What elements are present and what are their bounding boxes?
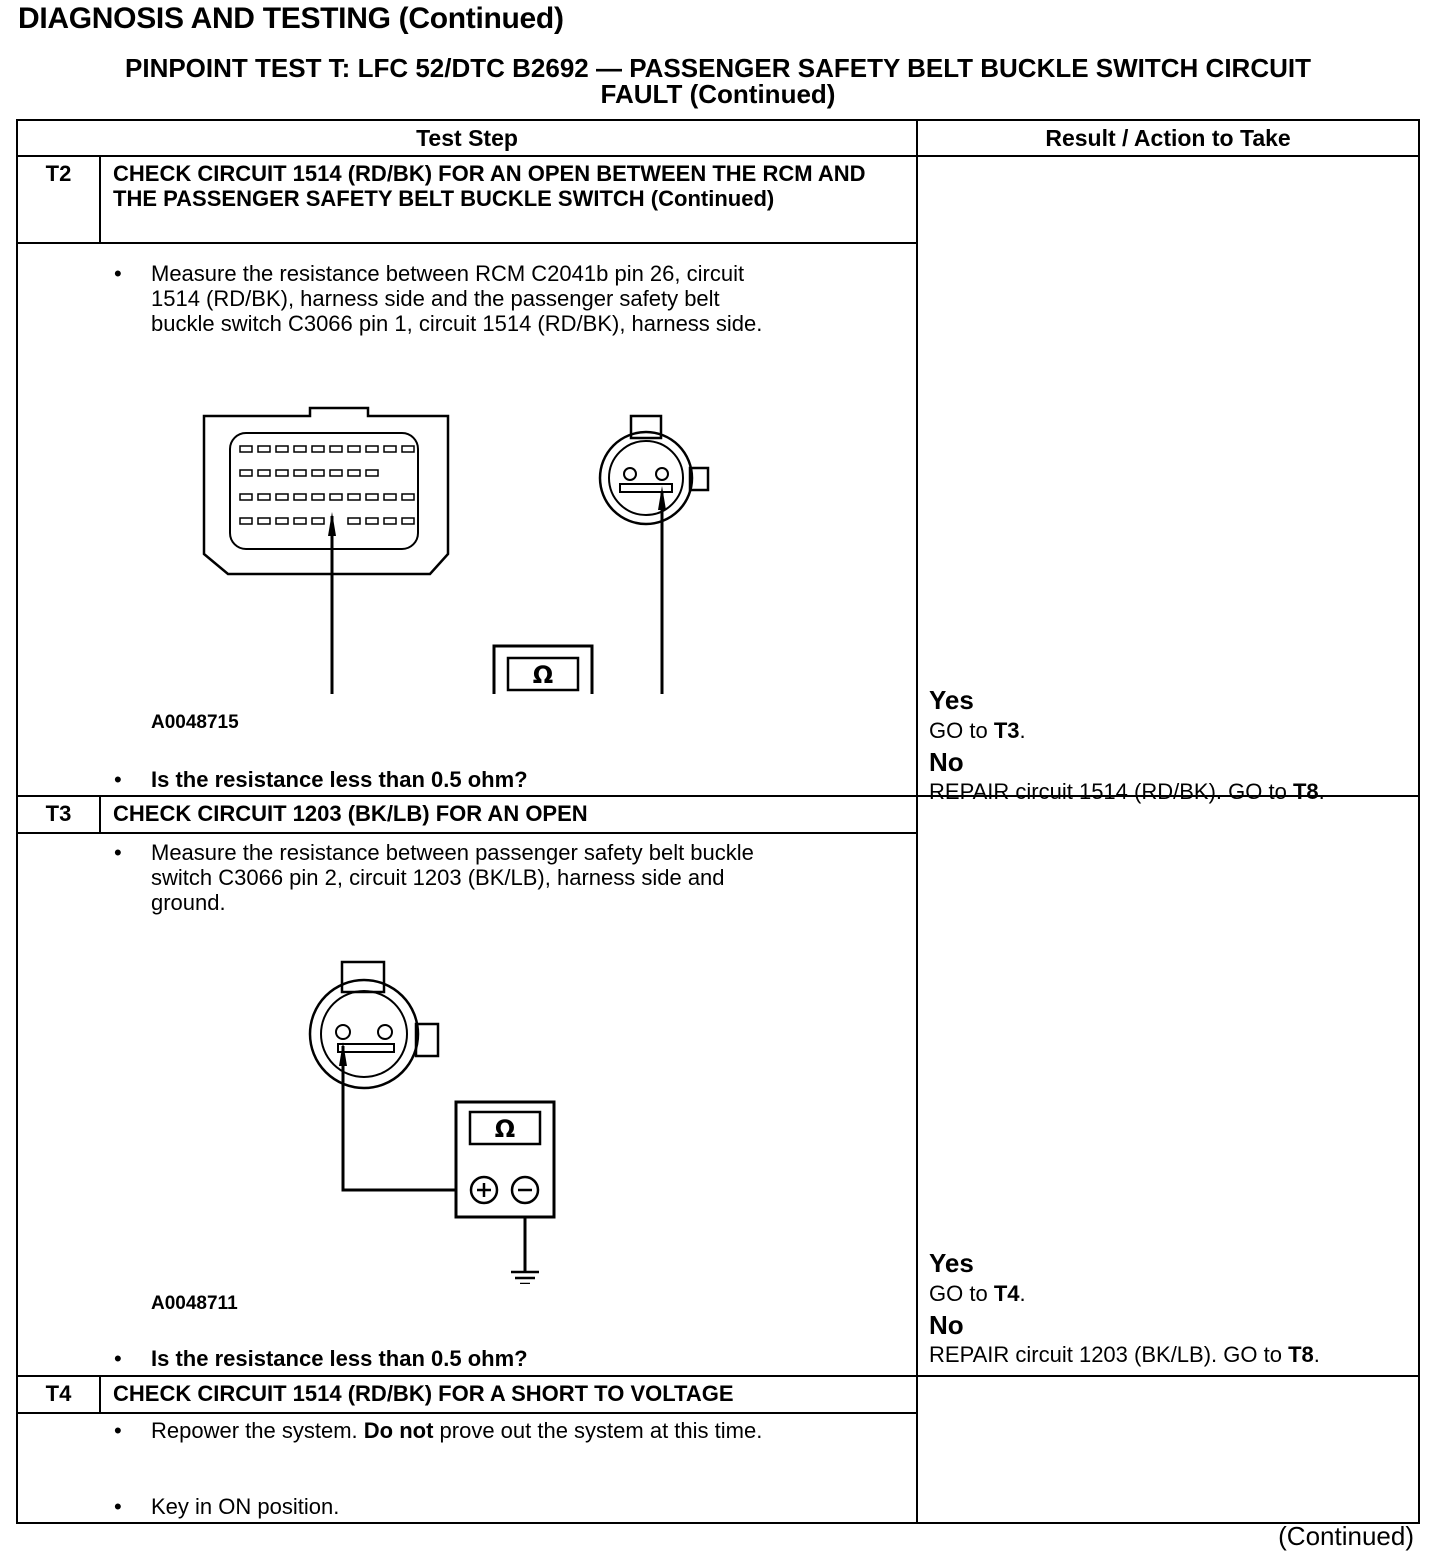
step-content-t4 — [17, 1413, 917, 1523]
pin-cavity — [276, 446, 288, 452]
bullet: • — [114, 1418, 122, 1443]
pin-cavity — [294, 494, 306, 500]
ohmmeter — [494, 646, 592, 694]
pin-cavity — [294, 518, 306, 524]
pin-cavity — [258, 470, 270, 476]
pin-cavity — [366, 446, 378, 452]
rcm-connector — [204, 408, 448, 574]
pin-cavity — [402, 518, 414, 524]
instruction-line: ground. — [151, 890, 226, 915]
pin-cavity — [384, 518, 396, 524]
pin-cavity — [240, 470, 252, 476]
step-id-t2: T2 — [17, 156, 100, 243]
result-cell-t3 — [917, 796, 1419, 1376]
step-link-t8[interactable]: T8 — [1292, 779, 1319, 804]
pin-cavity — [348, 446, 360, 452]
bullet: • — [114, 840, 122, 865]
pin-cavity — [330, 494, 342, 500]
result-no-label: No — [929, 747, 964, 777]
step-content-t2 — [17, 243, 917, 796]
pin-cavity — [276, 470, 288, 476]
step-title-t4: CHECK CIRCUIT 1514 (RD/BK) FOR A SHORT TO VOLTAGE — [100, 1376, 917, 1413]
page-title: DIAGNOSIS AND TESTING (Continued) — [18, 2, 564, 35]
buckle-switch-connector — [310, 962, 438, 1088]
pinpoint-test-table — [16, 119, 1420, 1524]
result-yes-action: GO to T4. — [929, 1281, 1026, 1306]
instruction-line: Key in ON position. — [151, 1494, 340, 1519]
instruction-line: switch C3066 pin 2, circuit 1203 (BK/LB), harness side and — [151, 865, 725, 890]
ground-test-diagram — [298, 954, 598, 1284]
pin-cavity — [258, 518, 270, 524]
instruction-line: buckle switch C3066 pin 1, circuit 1514 (RD/BK), harness side. — [151, 311, 763, 336]
pin-cavity — [402, 494, 414, 500]
pin-cavity — [384, 446, 396, 452]
pin-cavity — [258, 446, 270, 452]
step-question: Is the resistance less than 0.5 ohm? — [151, 767, 528, 792]
continued-label: (Continued) — [1278, 1521, 1414, 1551]
step-title-t2: CHECK CIRCUIT 1514 (RD/BK) FOR AN OPEN BETWEEN THE RCM AND THE PASSENGER SAFETY BELT BUCKLE SWITCH (Continued) — [100, 156, 917, 243]
instruction-line: Measure the resistance between passenger safety belt buckle — [151, 840, 754, 865]
step-content-t3 — [17, 833, 917, 1376]
buckle-switch-connector — [600, 416, 708, 524]
pin-cavity — [312, 494, 324, 500]
step-title-t3: CHECK CIRCUIT 1203 (BK/LB) FOR AN OPEN — [100, 796, 917, 833]
instruction-line: 1514 (RD/BK), harness side and the passenger safety belt — [151, 286, 720, 311]
step-link-t8[interactable]: T8 — [1288, 1342, 1314, 1367]
probe-tip — [328, 512, 336, 536]
ohm-symbol: Ω — [532, 661, 554, 689]
instruction-line: Measure the resistance between RCM C2041b pin 26, circuit — [151, 261, 745, 286]
pinpoint-test-title: PINPOINT TEST T: LFC 52/DTC B2692 — PASSENGER SAFETY BELT BUCKLE SWITCH CIRCUIT — [125, 53, 1311, 83]
pin-cavity — [402, 446, 414, 452]
pin-cavity — [276, 518, 288, 524]
ohm-symbol: Ω — [494, 1115, 516, 1143]
col-header-result: Result / Action to Take — [917, 120, 1419, 156]
figure-id: A0048711 — [151, 1293, 238, 1314]
pin-cavity — [348, 470, 360, 476]
result-cell-t2 — [917, 156, 1419, 804]
pin-cavity — [366, 470, 378, 476]
pin-cavity — [240, 518, 252, 524]
result-no-action: REPAIR circuit 1203 (BK/LB). GO to T8. — [929, 1342, 1320, 1367]
pin-cavity — [312, 518, 324, 524]
ground-symbol — [511, 1272, 539, 1284]
pin-cavity — [330, 446, 342, 452]
rcm-connector-diagram — [198, 404, 758, 694]
pin-cavity — [348, 518, 360, 524]
pin-cavity — [366, 494, 378, 500]
col-header-test-step: Test Step — [17, 120, 917, 156]
pin-cavity — [294, 470, 306, 476]
pin-cavity — [330, 470, 342, 476]
step-link-t4[interactable]: T4 — [993, 1281, 1020, 1306]
step-link-t3[interactable]: T3 — [993, 718, 1020, 743]
result-no-action: REPAIR circuit 1514 (RD/BK). GO to T8. — [929, 779, 1325, 804]
pin-cavity — [312, 446, 324, 452]
result-yes-action: GO to T3. — [929, 718, 1026, 743]
pin-cavity — [348, 494, 360, 500]
table-header-row — [17, 120, 1419, 156]
step-id-t4: T4 — [17, 1376, 100, 1413]
probe-tip — [658, 486, 666, 510]
bullet: • — [114, 767, 122, 792]
ohmmeter — [456, 1102, 554, 1217]
step-id-t3: T3 — [17, 796, 100, 833]
pinpoint-test-title-cont: FAULT (Continued) — [600, 79, 836, 109]
pin-cavity — [294, 446, 306, 452]
result-no-label: No — [929, 1310, 964, 1340]
figure-id: A0048715 — [151, 712, 239, 733]
bullet: • — [114, 261, 122, 286]
result-yes-label: Yes — [929, 685, 974, 715]
pin-cavity — [276, 494, 288, 500]
step-row-t4 — [17, 1376, 1419, 1413]
pin-cavity — [240, 494, 252, 500]
step-question: Is the resistance less than 0.5 ohm? — [151, 1346, 528, 1371]
instruction-line: Repower the system. Do not prove out the system at this time. — [151, 1418, 763, 1443]
connector-pins — [240, 446, 414, 524]
pin-cavity — [366, 518, 378, 524]
step-row-t2 — [17, 156, 1419, 243]
result-cell-t4 — [917, 1376, 1419, 1523]
pin-cavity — [240, 446, 252, 452]
pin-cavity — [258, 494, 270, 500]
result-yes-label: Yes — [929, 1248, 974, 1278]
pin-cavity — [312, 470, 324, 476]
pin-cavity — [384, 494, 396, 500]
step-row-t3 — [17, 796, 1419, 833]
bullet: • — [114, 1494, 122, 1519]
bullet: • — [114, 1346, 122, 1371]
probe-tip — [339, 1042, 347, 1066]
